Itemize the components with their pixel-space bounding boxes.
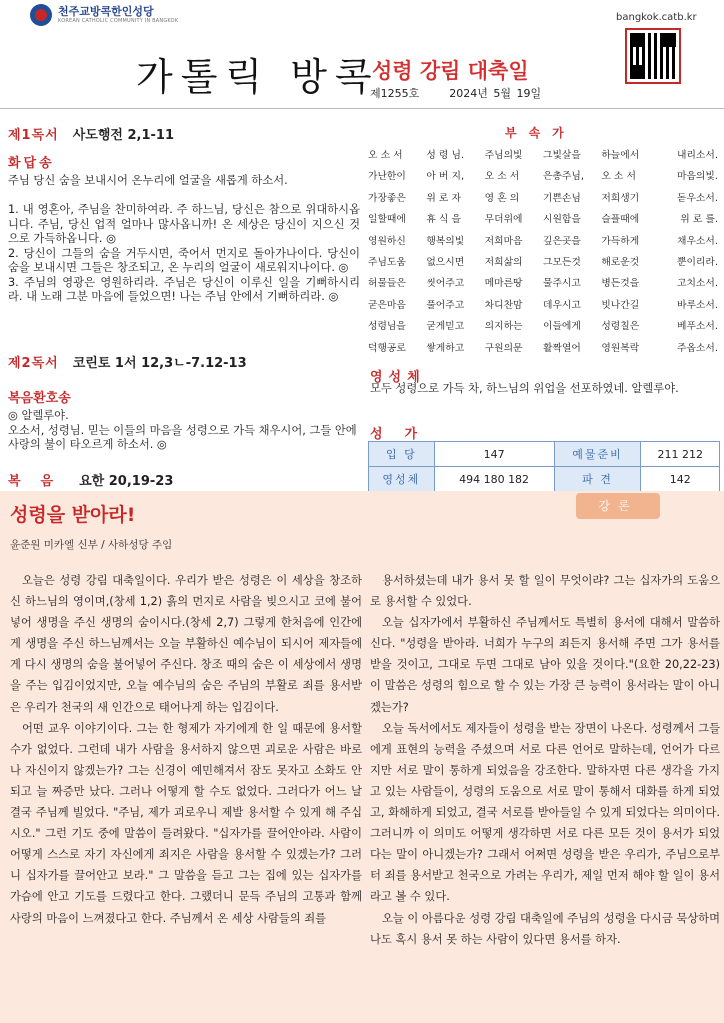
sequence-cell: 데우시고 [542, 299, 581, 311]
sequence-cell: 영원복락 [601, 342, 640, 354]
sequence-cell: 행복의빛 [426, 235, 465, 247]
first-reading-label: 제1독서 [8, 128, 59, 143]
site-url[interactable]: bangkok.catb.kr [616, 12, 697, 23]
issue-info [370, 85, 571, 101]
sequence-cell: 깊은곳을 [542, 235, 581, 247]
sequence-cell: 병든것을 [601, 278, 640, 290]
sermon-paragraph: 오늘 이 아름다운 성령 강림 대축일에 주님의 성령을 다시금 묵상하며 나도 혹시 용서 못 하는 사람이 있다면 용서를 하자. [370, 911, 720, 946]
sequence-cell: 저희삶의 [484, 256, 523, 268]
header-divider [0, 108, 724, 109]
sequence-cell: 가득하게 [601, 235, 640, 247]
sequence-cell: 은총주님, [542, 171, 584, 183]
psalm-response: 주님 당신 숨을 보내시어 온누리에 얼굴을 새롭게 하소서. [8, 174, 288, 187]
sequence-cell: 구원의문 [484, 342, 523, 354]
second-reading [8, 352, 247, 371]
sequence-cell: 성령님을 [368, 321, 406, 333]
sermon-tag: 강론 [576, 493, 660, 519]
sequence-grid [368, 147, 718, 354]
sequence-cell: 오 소 서 [368, 150, 403, 161]
sermon-paragraph: 어떤 교우 이야기이다. 그는 한 형제가 자기에게 한 일 때문에 용서할 수가 없었다. 그런데 내가 사람을 용서하지 않으면 괴로운 사람은 바로 나 자신이지 않겠는가? 그는 신경이 예민해져서 잠도 못자고 소화도 안 되고 늘 짜증만 났다. 그러나 어떻게 할 수도 없었다. 그러다가 어느 날 결국 주님께 빌었다. "주님, 제가 괴로우니 제발 용서할 수 있게 해 주십시오." 그런 기도 중에 말씀이 들려왔다. "십자가를 끌어안아라. 사람이 어떻게 스스로 자기 자신에게 죄지은 사람을 용서할 수 있겠는가? 그러니 십자가를 끌어안고 보라." 그 말씀을 듣고 그는 집에 있는 십자가를 가슴에 안고 기도를 드렸다고 한다. 그랬더니 문득 주님의 고통과 함께 사랑의 마음이 느껴졌다고 한다. 주님께서 온 세상 사람들의 죄를 [10, 721, 362, 925]
sequence-cell: 고치소서. [677, 278, 718, 290]
sequence-cell: 가장좋은 [368, 192, 406, 204]
sequence-cell: 주님도움 [368, 256, 406, 268]
sequence-cell: 덕행공로 [368, 342, 406, 354]
communion-label: 영성체 [370, 370, 426, 385]
sequence-cell: 시원함을 [542, 214, 581, 226]
sermon-title: 성령을 받아라! [10, 504, 136, 526]
sequence-cell: 위 로 자 [426, 192, 461, 204]
sermon-paragraph: 오늘은 성령 강림 대축일이다. 우리가 받은 성령은 이 세상을 창조하신 하느님의 영이며,(창세 1,2) 흙의 먼지로 사람을 빚으시고 코에 불어넣어 생명을 주신 생명의 숨이시다.(창세 2,7) 그렇게 한처음에 인간에게 생명을 주신 하느님께서는 오늘 부활하신 예수님이 되시어 제자들에게 다시 생명의 숨을 불어넣어 주신다. 창조 때의 숨은 이 세상에서 생명을 주는 입김이었지만, 오늘 예수님의 숨은 주님의 부활로 죄를 용서받은 우리가 천국의 새 인간으로 태어나게 하는 입김이다. [10, 574, 362, 714]
hymn-value: 147 [434, 442, 554, 467]
sermon-column-right [370, 570, 720, 950]
second-reading-label: 제2독서 [8, 356, 59, 371]
hymn-value: 494 180 182 [434, 467, 554, 492]
first-reading-ref: 사도행전 2,1-11 [72, 128, 175, 143]
sequence-cell: 휴 식 을 [426, 214, 461, 226]
sequence-cell: 주님의빛 [484, 150, 523, 161]
sequence-cell: 저희마음 [484, 235, 523, 247]
sequence-cell: 하늘에서 [601, 150, 640, 161]
sermon-paragraph: 용서하셨는데 내가 용서 못 할 일이 무엇이랴? 그는 십자가의 도움으로 용서할 수 있었다. [370, 574, 720, 609]
qr-code-icon[interactable] [625, 28, 681, 84]
parish-logo [30, 4, 178, 26]
sequence-cell: 이들에게 [542, 321, 581, 333]
hymn-key: 입 당 [369, 442, 435, 467]
org-sub: KOREAN CATHOLIC COMMUNITY IN BANGKOK [58, 17, 179, 24]
sermon-paragraph: 오늘 십자가에서 부활하신 주님께서도 특별히 용서에 대해서 말씀하신다. "성령을 받아라. 너희가 누구의 죄든지 용서해 주면 그가 용서를 받을 것이고, 그대로 두면 그대로 남아 있을 것이다."(요한 20,22-23) 이 말씀은 성령의 힘으로 할 수 있는 가장 큰 능력이 용서라는 말이 아니겠는가? [370, 616, 720, 714]
hymn-key: 영성체 [369, 467, 435, 492]
sequence-cell: 의지하는 [484, 321, 523, 333]
feast-name: 성령 강림 대축일 [372, 59, 529, 83]
gospel-acclamation-body: ◎ 알렐루야. 오소서, 성령님. 믿는 이들의 마음을 성령으로 가득 채우시어, 그들 안에 사랑의 불이 타오르게 하소서. ◎ [8, 409, 357, 451]
sequence-cell: 오 소 서 [484, 171, 520, 183]
sermon-author: 윤준원 미카엘 신부 / 사하성당 주임 [10, 539, 173, 551]
sequence-cell: 굳은마음 [368, 299, 406, 311]
first-reading [8, 124, 174, 143]
sequence-cell: 바루소서. [677, 299, 718, 311]
sequence-cell: 풀어주고 [426, 299, 465, 311]
sequence-cell: 무더위에 [484, 214, 523, 226]
hymn-label: 성가 [370, 427, 440, 442]
sequence-cell: 성 령 님. [426, 150, 465, 161]
sequence-cell: 씻어주고 [426, 278, 465, 290]
sequence-cell: 메마른땅 [484, 278, 523, 290]
sequence-cell: 채우소서. [677, 235, 718, 247]
table-row [369, 467, 720, 492]
sequence-cell: 기쁜손님 [542, 192, 581, 204]
sequence-cell: 허물들은 [368, 278, 406, 290]
sequence-cell: 위 로 를. [680, 214, 718, 226]
sequence-cell: 없으시면 [426, 256, 465, 268]
sequence-cell: 해로운것 [601, 256, 640, 268]
sequence-cell: 뿐이리라. [677, 256, 718, 268]
hymn-key: 파 견 [554, 467, 641, 492]
sequence-cell: 주옵소서. [677, 342, 718, 354]
gospel [8, 470, 173, 489]
issue-number: 제1255호 [370, 87, 420, 100]
sequence-cell: 마음의빛. [677, 171, 718, 183]
sequence-cell: 그모든것 [542, 256, 581, 268]
sequence-cell: 아 버 지, [426, 171, 465, 183]
hymn-table [368, 441, 720, 492]
sequence-cell: 베푸소서. [677, 321, 718, 333]
hymn-value: 142 [641, 467, 720, 492]
communion-body: 모두 성령으로 가득 차, 하느님의 위업을 선포하였네. 알렐루야. [370, 382, 679, 395]
sequence-cell: 차디찬맘 [484, 299, 523, 311]
sermon-paragraph: 오늘 독서에서도 제자들이 성령을 받는 장면이 나온다. 성령께서 그들에게 표현의 능력을 주셨으며 서로 다른 언어로 말하는데, 언어가 다르지만 서로 말이 통하게 되었음을 강조한다. 말하자면 다른 생각을 가지고 있는 사람들이, 성령의 도움으로 서로 말이 통해서 대화를 하게 되었고, 화해하게 되었고, 결국 서로를 받아들일 수 있게 되었다는 의미이다. 그러니까 이 의미도 어떻게 생각하면 서로 다른 모든 것이 용서가 되었다는 말이 아니겠는가? 그래서 어쩌면 성령을 받은 우리가, 주님으로부터 죄를 용서받고 천국으로 가려는 우리가, 제일 먼저 해야 할 일이 용서라고 볼 수 있다. [370, 721, 720, 904]
psalm-body: 1. 내 영혼아, 주님을 찬미하여라. 주 하느님, 당신은 참으로 위대하시옵니다. 주님, 당신 업적 얼마나 많사옵니까! 온 세상은 당신이 지으신 것으로 가득하옵니다. ◎ 2. 당신이 그들의 숨을 거두시면, 죽어서 먼지로 돌아가나이다. 당신이 숨을 보내시면 그들은 창조되고, 온 누리의 얼굴이 새로워지나이다. ◎ 3. 주님의 영광은 영원하리라. 주님은 당신이 이루신 일을 기뻐하시리라. 내 노래 그분 마음에 들었으면! 나는 주님 안에서 기뻐하리라. ◎ [8, 203, 360, 303]
sequence-cell: 슬플때에 [601, 214, 640, 226]
gospel-acclamation-label: 복음환호송 [8, 391, 71, 406]
hymn-key: 예물준비 [554, 442, 641, 467]
bulletin-title: 가톨릭 방콕 [136, 55, 380, 99]
org-name: 천주교방콕한인성당 [58, 5, 154, 19]
psalm-label: 화답송 [8, 156, 55, 171]
parish-emblem-icon [30, 4, 52, 26]
sermon-column-left [10, 570, 362, 929]
sequence-cell: 쌓게하고 [426, 342, 465, 354]
sequence-cell: 성령칠은 [601, 321, 640, 333]
sequence-cell: 영원하신 [368, 235, 406, 247]
sequence-label: 부속가 [505, 126, 576, 140]
gospel-label: 복음 [8, 474, 74, 489]
sequence-cell: 저희생기 [601, 192, 640, 204]
gospel-ref: 요한 20,19-23 [79, 474, 174, 489]
sequence-cell: 일할때에 [368, 214, 406, 226]
sequence-cell: 굳게믿고 [426, 321, 465, 333]
sequence-cell: 오 소 서 [601, 171, 636, 183]
sequence-cell: 돋우소서. [677, 192, 718, 204]
sequence-cell: 영 혼 의 [484, 192, 520, 204]
sequence-cell: 그빛살을 [542, 150, 581, 161]
sequence-cell: 빗나간길 [601, 299, 640, 311]
issue-date: 2024년 5월 19일 [449, 87, 542, 100]
sequence-cell: 가난한이 [368, 171, 406, 183]
table-row [369, 442, 720, 467]
sequence-cell: 내리소서. [677, 150, 718, 161]
hymn-value: 211 212 [641, 442, 720, 467]
second-reading-ref: 코린토 1서 12,3ㄴ-7.12-13 [72, 356, 247, 371]
sequence-cell: 활짝열어 [542, 342, 581, 354]
sequence-cell: 물주시고 [542, 278, 581, 290]
